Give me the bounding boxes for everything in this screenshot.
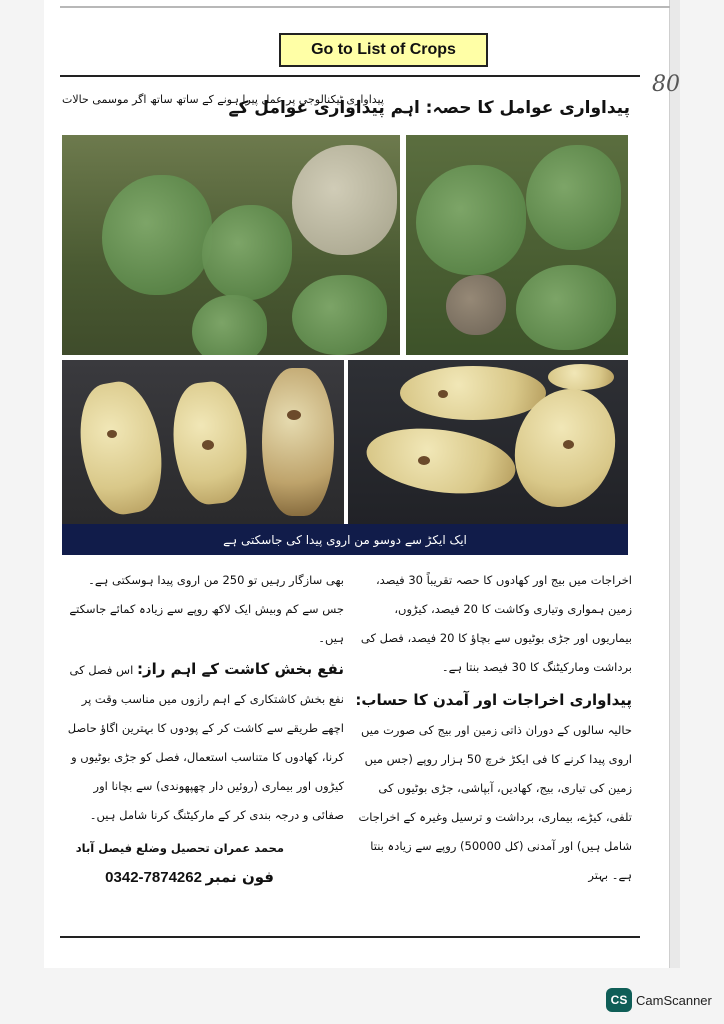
cost-income-paragraph: حالیہ سالوں کے دوران ذاتی زمین اور بیج کی صورت میں اروی پیدا کرنے کا فی ایکڑ خرچ 50 ہزار روپے (جس میں زمین کی تیاری، بیج، کھادیں، آبپاشی، جڑی بوٹیوں کی تلفی، کیڑے، بیماری، برداشت و ترسیل وغیرہ کے اخراجات شامل ہیں) اور آمدنی (کل 50000) روپے سے زیادہ بنتا ہے۔ بہتر xyxy=(358,723,632,882)
footer-rule xyxy=(60,936,640,938)
yield-paragraph: بھی سازگار رہیں تو 250 من اروی پیدا ہوسکتی ہے۔ جس سے کم وبیش ایک لاکھ روپے سے زیادہ کمائے جاسکتے ہیں۔ xyxy=(69,573,344,645)
phone-label: فون نمبر xyxy=(205,868,274,886)
taro-leaves-photo-left xyxy=(62,135,400,355)
left-column xyxy=(64,566,344,893)
taro-leaves-photo-right xyxy=(406,135,628,355)
author-line: محمد عمران تحصیل وضلع فیصل آباد xyxy=(75,841,284,855)
header-rule xyxy=(60,75,640,77)
camscanner-watermark xyxy=(606,988,712,1012)
top-rule xyxy=(60,6,670,8)
camscanner-text: CamScanner xyxy=(636,992,712,1008)
page-number: 80 xyxy=(652,72,680,97)
profitable-secrets-heading: نفع بخش کاشت کے اہم راز: xyxy=(136,660,344,678)
go-to-list-of-crops-button[interactable]: Go to List of Crops xyxy=(279,33,488,67)
diseased-corms-photo-right xyxy=(348,360,628,524)
right-column xyxy=(352,566,632,890)
page-scroll-rail[interactable] xyxy=(669,0,680,968)
profitable-secrets-paragraph: اس فصل کی نفع بخش کاشتکاری کے اہم رازوں میں مناسب وقت پر اچھے طریقے سے کاشت کر کے پودوں کا بہترین اگاؤ حاصل کرنا، کھادوں کا متناسب استعمال، فصل کو جڑی بوٹیوں و کیڑوں اور بیماری (روئیں دار چھپھوندی) سے بچانا اور صفائی و درجہ بندی کر کے مارکیٹنگ کرنا شامل ہیں۔ xyxy=(67,663,344,822)
photo-caption: ایک ایکڑ سے دوسو من اروی پیدا کی جاسکتی ہے xyxy=(62,524,628,555)
cost-income-heading: پیداواری اخراجات اور آمدن کا حساب: xyxy=(355,691,632,709)
diseased-corms-photo-left xyxy=(62,360,344,524)
camscanner-logo-icon: CS xyxy=(606,988,632,1012)
header-continuation: پیداواری ٹیکنالوجی پر عمل پیرا ہونے کے ساتھ ساتھ اگر موسمی حالات xyxy=(62,93,384,106)
cost-share-paragraph: اخراجات میں بیج اور کھادوں کا حصہ تقریباً 30 فیصد، زمین ہمواری وتیاری وکاشت کا 20 فیصد، کیڑوں، بیماریوں اور جڑی بوٹیوں سے بچاؤ کا 20 فیصد، فصل کی برداشت ومارکیٹنگ کا 30 فیصد بنتا ہے۔ xyxy=(360,573,632,674)
section-title: پیداواری عوامل کا حصہ: اہم پیداواری عوامل کے xyxy=(228,98,630,118)
phone-number: 0342-7874262 xyxy=(105,869,202,886)
